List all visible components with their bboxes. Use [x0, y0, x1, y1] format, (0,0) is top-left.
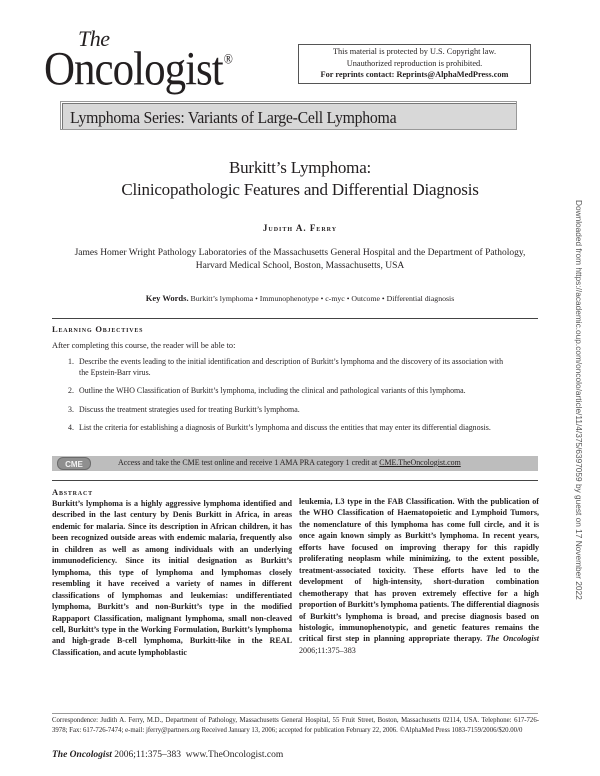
copyright-line-1: This material is protected by U.S. Copyright law.: [332, 47, 497, 56]
abstract-right-column: leukemia, L3 type in the FAB Classification. With the publication of the WHO Classification of Haematopoietic and Lymphoid Tumors, the nomenclature of this lymphoma has come full circle, and it is once again known simply as Burkitt’s lymphoma. In recent years, efforts have focused on improving therapy for this rapidly proliferating neoplasm while minimizing, to the extent possible, treatment-associated toxicity. These efforts have led to the development of high-intensity, short-duration combination chemotherapy that has proven extremely effective for a high proportion of Burkitt’s lymphoma patients. The differential diagnosis of Burkitt’s lymphoma is broad, and precise diagnosis based on histologic, immunophenotypic, and genetic features remains the critical first step in planning appropriate therapy. The Oncologist 2006;11:375–383: [299, 497, 539, 655]
page-footer: [52, 750, 283, 760]
cme-badge-icon: CME: [57, 457, 91, 470]
abstract-heading: Abstract: [52, 487, 93, 497]
series-title: Lymphoma Series: Variants of Large-Cell Lymphoma: [70, 108, 397, 127]
divider: [52, 480, 538, 481]
divider: [52, 713, 538, 714]
cme-banner: [52, 456, 538, 471]
copyright-line-2: Unauthorized reproduction is prohibited.: [346, 58, 483, 68]
objective-item: 3. Discuss the treatment strategies used for treating Burkitt’s lymphoma.: [68, 404, 300, 414]
download-watermark: [568, 200, 588, 600]
footer-journal: The Oncologist: [52, 750, 112, 760]
series-banner: [62, 103, 517, 130]
article-title-line-1: Burkitt’s Lymphoma:: [228, 158, 372, 177]
author-affiliation: James Homer Wright Pathology Laboratories of the Massachusetts General Hospital and the Department of Pathology, Harvard Medical School, Boston, Massachusetts, USA: [74, 248, 526, 271]
learning-objectives-intro: After completing this course, the reader will be able to:: [52, 341, 236, 350]
abstract-citation-journal: The Oncologist: [486, 634, 539, 644]
download-watermark-text: Downloaded from https://academic.oup.com/oncolo/article/11/4/375/6397059 by guest on 17 November 2022: [574, 200, 584, 600]
journal-logo: [44, 26, 244, 96]
objective-item: 4. List the criteria for establishing a diagnosis of Burkitt’s lymphoma and discuss the entities that may enter its differential diagnosis.: [68, 423, 491, 432]
objective-item: 2. Outline the WHO Classification of Burkitt’s lymphoma, including the clinical and pathological variants of this lymphoma.: [68, 386, 466, 395]
correspondence: Correspondence: Judith A. Ferry, M.D., Department of Pathology, Massachusetts General Hospital, 55 Fruit Street, Boston, Massachusetts 02114, USA. Telephone: 617-726-3978; Fax: 617-726-7474; e-mail: jferry@partners.org Received January 13, 2006; accepted for publication February 22, 2006. ©AlphaMed Press 1083-7159/2006/$20.00/0: [52, 717, 539, 734]
learning-objectives-list: [68, 357, 508, 442]
keywords: [0, 293, 600, 303]
cme-link[interactable]: CME.TheOncologist.com: [379, 458, 461, 467]
copyright-notice: [298, 44, 531, 84]
learning-objectives-heading: Learning Objectives: [52, 324, 144, 334]
keywords-list: Burkitt’s lymphoma • Immunophenotype • c-myc • Outcome • Differential diagnosis: [190, 294, 455, 303]
objective-item: 1. Describe the events leading to the initial identification and description of Burkitt’s lymphoma and the discovery of its association with the Epstein-Barr virus.: [68, 357, 504, 377]
cme-text: Access and take the CME test online and receive 1 AMA PRA category 1 credit at CME.TheOncologist.com: [118, 458, 461, 467]
article-title-line-2: Clinicopathologic Features and Differential Diagnosis: [121, 180, 479, 199]
author-name: Judith A. Ferry: [262, 223, 338, 233]
abstract-left-column: Burkitt’s lymphoma is a highly aggressive lymphoma identified and described in the last century by Denis Burkitt in Africa, in areas endemic for malaria. Since its description in African children, it has been recognized outside areas with endemic malaria, frequently also in children as well as among individuals with an underlying immunodeficiency. Since its initial designation as Burkitt’s lymphoma, this type of lymphoma and lymphomas closely resembling it have received a variety of names in different classifications of lymphomas and leukemias: undifferentiated lymphoma, Burkitt’s and non-Burkitt’s type in the modified Rappaport Classification, malignant lymphoma, small non-cleaved cell, Burkitt’s type in the Working Formulation, Burkitt’s lymphoma and high-grade B-cell lymphoma, Burkitt-like in the REAL Classification, and acute lymphoblastic: [52, 499, 292, 657]
keywords-label: Key Words.: [145, 293, 189, 303]
copyright-line-3: For reprints contact: Reprints@AlphaMedPress.com: [320, 70, 509, 79]
logo-the: The: [78, 26, 110, 51]
abstract-citation-ref: 2006;11:375–383: [299, 645, 356, 655]
logo-name: Oncologist®: [44, 43, 232, 96]
divider: [52, 318, 538, 319]
footer-url[interactable]: www.TheOncologist.com: [185, 750, 284, 760]
footer-ref: 2006;11:375–383: [111, 750, 181, 760]
